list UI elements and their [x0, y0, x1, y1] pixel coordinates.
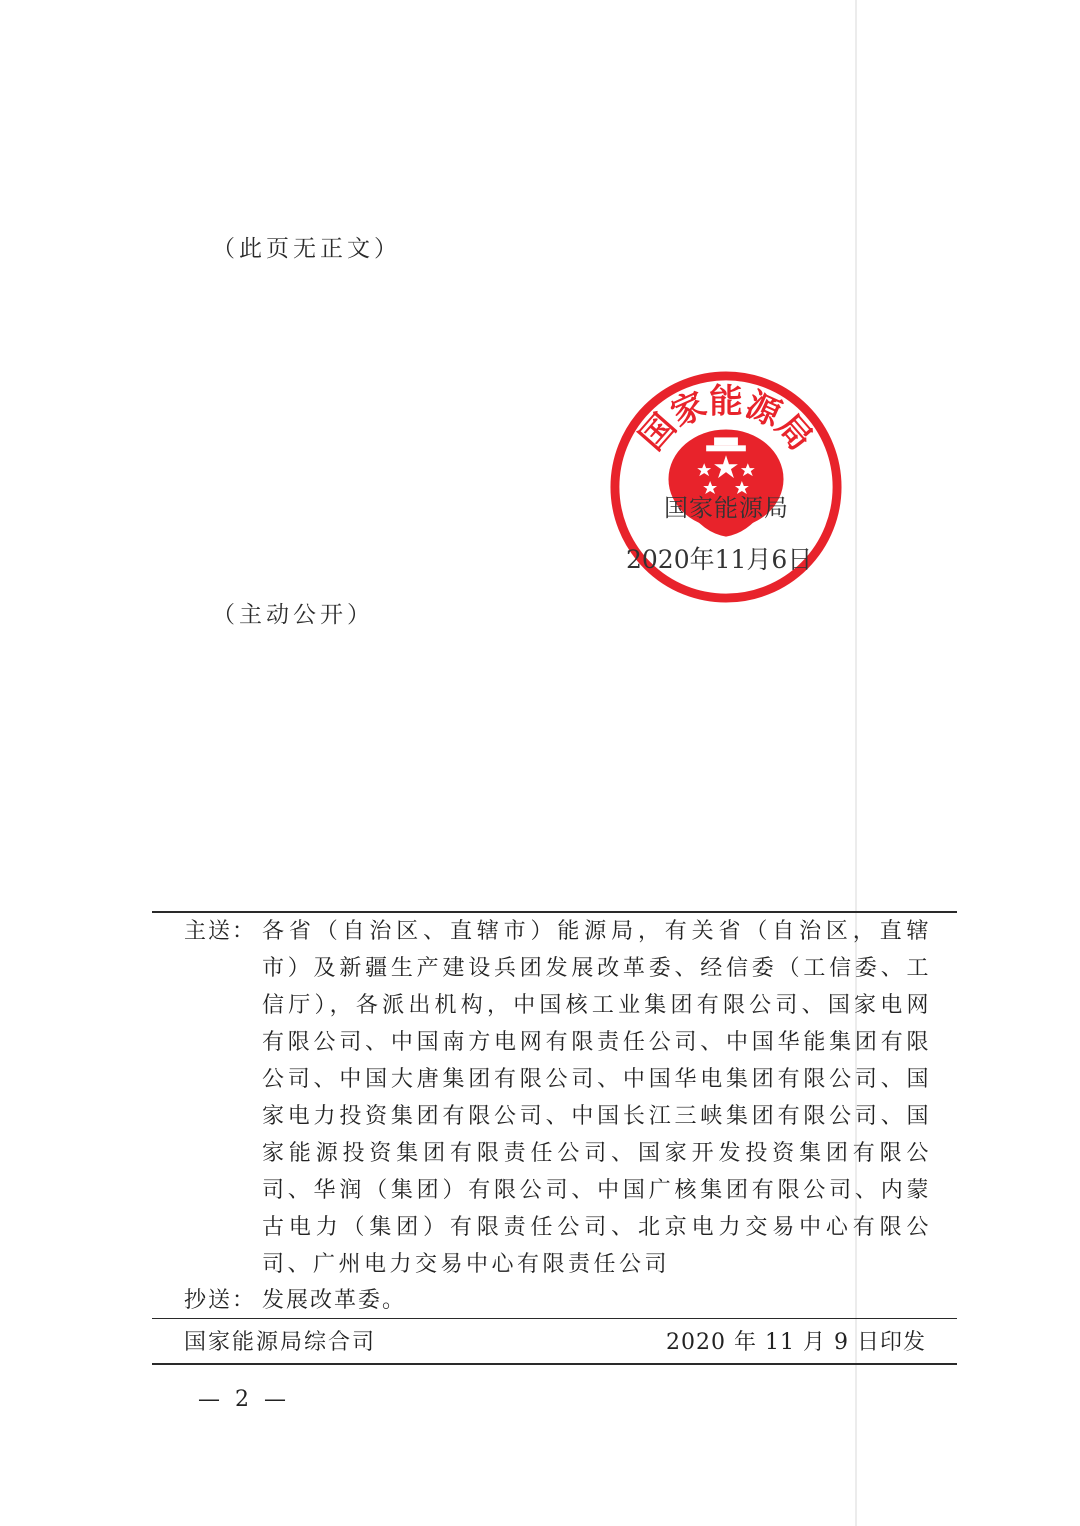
main-send-label: 主送： — [184, 919, 257, 944]
issue-date: 2020 年 11 月 9 日印发 — [666, 1330, 926, 1355]
signing-date: 2020年11月6日 — [626, 545, 813, 574]
copy-send-recipients: 发展改革委。 — [262, 1288, 407, 1313]
copy-send-label: 抄送： — [184, 1288, 257, 1313]
main-send-recipients: 各省（自治区、直辖市）能源局，有关省（自治区，直辖市）及新疆生产建设兵团发展改革委、经信委（工信委、工信厅），各派出机构，中国核工业集团有限公司、国家电网有限公司、中国南方电网有限责任公司、中国华能集团有限公司、中国大唐集团有限公司、中国华电集团有限公司、国家电力投资集团有限公司、中国长江三峡集团有限公司、国家能源投资集团有限责任公司、国家开发投资集团有限公司、华润（集团）有限公司、中国广核集团有限公司、内蒙古电力（集团）有限责任公司、北京电力交易中心有限公司、广州电力交易中心有限责任公司 — [262, 919, 932, 1277]
no-body-note: （此页无正文） — [212, 236, 401, 262]
issuing-office: 国家能源局综合司 — [184, 1330, 377, 1355]
page-number: — 2 — — [198, 1387, 290, 1412]
distribution-bottom-rule — [152, 1363, 957, 1365]
disclosure-note: （主动公开） — [212, 602, 374, 628]
issuer-name: 国家能源局 — [664, 494, 789, 522]
page-fold-line — [855, 0, 857, 1526]
seal-text: 国家能源局 — [631, 381, 821, 458]
distribution-middle-rule — [152, 1318, 957, 1319]
